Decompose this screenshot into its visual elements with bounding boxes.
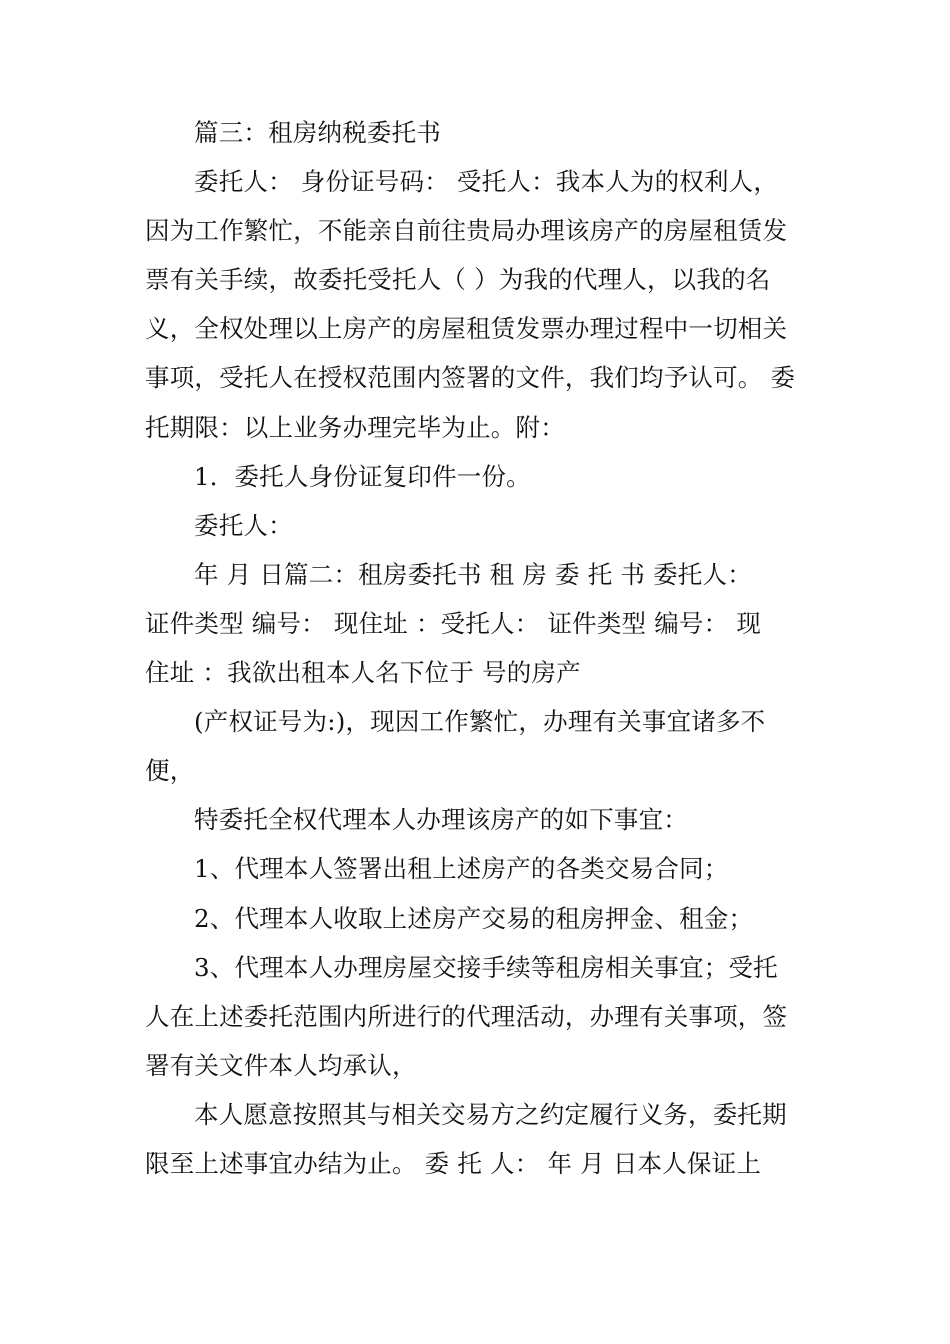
text-line: 限至上述事宜办结为止。 委 托 人： 年 月 日本人保证上: [145, 1148, 762, 1178]
text-line: 事项，受托人在授权范围内签署的文件，我们均予认可。 委: [145, 363, 796, 393]
text-line: 3、代理本人办理房屋交接手续等租房相关事宜；受托: [194, 952, 778, 982]
text-line: 1、代理本人签署出租上述房产的各类交易合同；: [194, 854, 729, 884]
text-line: 本人愿意按照其与相关交易方之约定履行义务，委托期: [194, 1099, 787, 1129]
text-line: 1．委托人身份证复印件一份。: [194, 461, 531, 491]
text-line: 证件类型 编号： 现住址 ：受托人： 证件类型 编号： 现: [145, 608, 762, 638]
text-line: 委托人： 身份证号码： 受托人：我本人为的权利人，: [194, 167, 779, 197]
text-line: 年 月 日篇二：租房委托书 租 房 委 托 书 委托人：: [194, 559, 752, 589]
text-line: 住址 ：我欲出租本人名下位于 号的房产: [145, 658, 581, 688]
text-line: 特委托全权代理本人办理该房产的如下事宜：: [194, 805, 688, 835]
text-line: 篇三：租房纳税委托书: [194, 118, 441, 147]
text-line: 因为工作繁忙，不能亲自前往贵局办理该房产的房屋租赁发: [145, 216, 788, 246]
text-line: 票有关手续，故委托受托人（ ）为我的代理人，以我的名: [145, 265, 771, 295]
text-line: 托期限：以上业务办理完毕为止。附：: [145, 412, 565, 442]
text-line: 义，全权处理以上房产的房屋租赁发票办理过程中一切相关: [145, 314, 788, 344]
text-line: 2、代理本人收取上述房产交易的租房押金、租金；: [194, 903, 754, 933]
document-body: [145, 108, 825, 1188]
text-line: 人在上述委托范围内所进行的代理活动，办理有关事项，签: [145, 1001, 788, 1031]
text-line: (产权证号为:)，现因工作繁忙，办理有关事宜诸多不: [194, 707, 766, 737]
text-line: 署有关文件本人均承认，: [145, 1050, 417, 1080]
text-line: 委托人：: [194, 510, 293, 540]
text-line: 便，: [145, 756, 195, 786]
